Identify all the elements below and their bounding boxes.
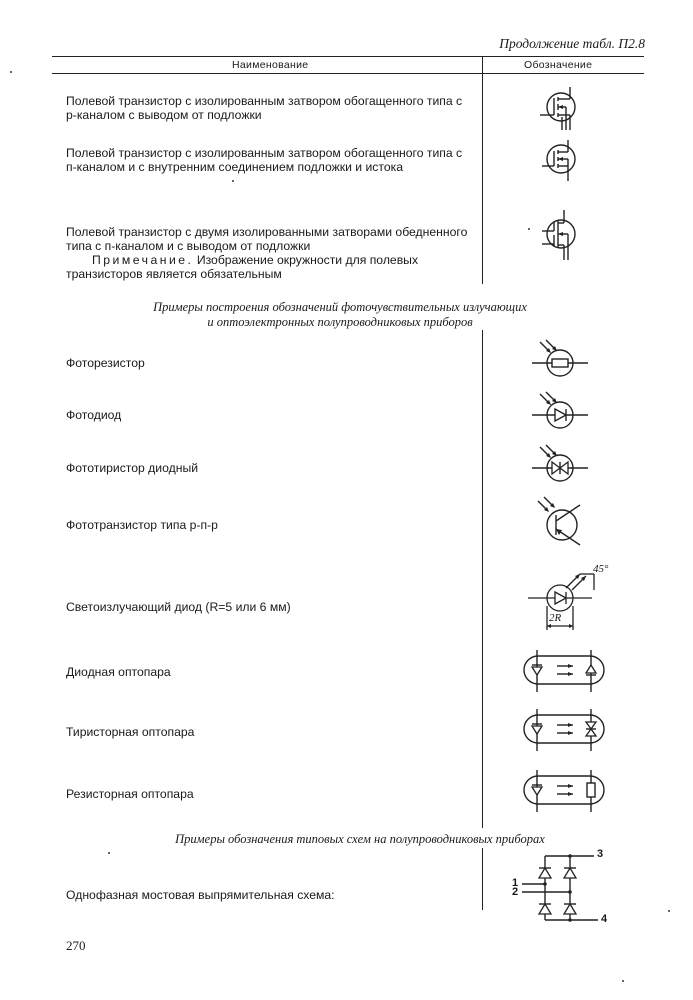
mosfet-enhancement-n-channel-internal-connection-symbol <box>530 137 590 187</box>
row-name-photothyristor: Фототиристор диодный <box>66 461 199 475</box>
thyristor-optocoupler-symbol <box>515 707 611 753</box>
row-name-fet-n: Полевой транзистор с изолированным затвором обогащенного типа с п-каналом и с внутренним соединением подложки и истока <box>66 146 463 174</box>
bridge-terminal-3: 3 <box>597 848 604 860</box>
section-title-photo-line1: Примеры построения обозначений фоточувствительных излучающих <box>153 300 527 314</box>
row-name-photoresistor: Фоторезистор <box>66 356 145 370</box>
scan-speck <box>10 71 12 73</box>
column-divider-circuits <box>482 848 483 910</box>
column-header-symbol: Обозначение <box>524 59 593 71</box>
resistor-optocoupler-symbol <box>515 768 611 814</box>
column-divider <box>482 56 483 284</box>
table-header-rule <box>52 73 644 74</box>
bridge-terminal-1: 1 <box>512 877 519 889</box>
led-angle-label: 45° <box>593 563 609 575</box>
scan-speck <box>668 910 670 912</box>
phototransistor-pnp-symbol <box>518 495 598 555</box>
note-text: Изображение окружности для полевых транзисторов является обязательным <box>66 253 419 281</box>
scan-speck <box>232 180 234 182</box>
section-title-photo-line2: и оптоэлектронных полупроводниковых приборов <box>207 315 473 329</box>
row-name-fet-dual: Полевой транзистор с двумя изолированными затворами обедненного типа с п-каналом и с выводом от подложки <box>66 225 468 253</box>
column-divider-photo <box>482 330 483 828</box>
scan-speck <box>622 980 624 982</box>
scan-speck <box>528 228 530 230</box>
row-name-bridge-rectifier: Однофазная мостовая выпрямительная схема: <box>66 888 335 902</box>
row-name-photodiode: Фотодиод <box>66 408 122 422</box>
column-header-name: Наименование <box>232 59 309 71</box>
row-name-fet-p: Полевой транзистор с изолированным затвором обогащенного типа с р-каналом с выводом от подложки <box>66 94 463 122</box>
photothyristor-diode-symbol <box>518 443 598 488</box>
photodiode-symbol <box>518 390 598 435</box>
table-note <box>66 253 476 281</box>
table-top-rule <box>52 56 644 57</box>
mosfet-enhancement-p-channel-substrate-lead-symbol <box>530 85 590 135</box>
bridge-terminal-4: 4 <box>601 913 608 925</box>
bridge-terminal-2: 2 <box>512 886 519 898</box>
diode-optocoupler-symbol <box>515 648 611 694</box>
photoresistor-symbol <box>518 338 598 383</box>
row-name-resistor-optocoupler: Резисторная оптопара <box>66 787 194 801</box>
section-title-circuits: Примеры обозначения типовых схем на полупроводниковых приборах <box>175 832 545 846</box>
row-name-diode-optocoupler: Диодная оптопара <box>66 665 171 679</box>
page-number: 270 <box>66 938 86 953</box>
dual-gate-mosfet-depletion-n-channel-symbol <box>530 208 590 263</box>
scan-speck <box>108 852 110 854</box>
row-name-thyristor-optocoupler: Тиристорная оптопара <box>66 725 195 739</box>
led-dimension-label: 2R <box>549 612 562 624</box>
table-continuation-title: Продолжение табл. П2.8 <box>499 36 645 51</box>
note-label: Примечание. <box>92 253 194 267</box>
row-name-led: Светоизлучающий диод (R=5 или 6 мм) <box>66 600 291 614</box>
row-name-phototransistor: Фототранзистор типа р-п-р <box>66 518 218 532</box>
